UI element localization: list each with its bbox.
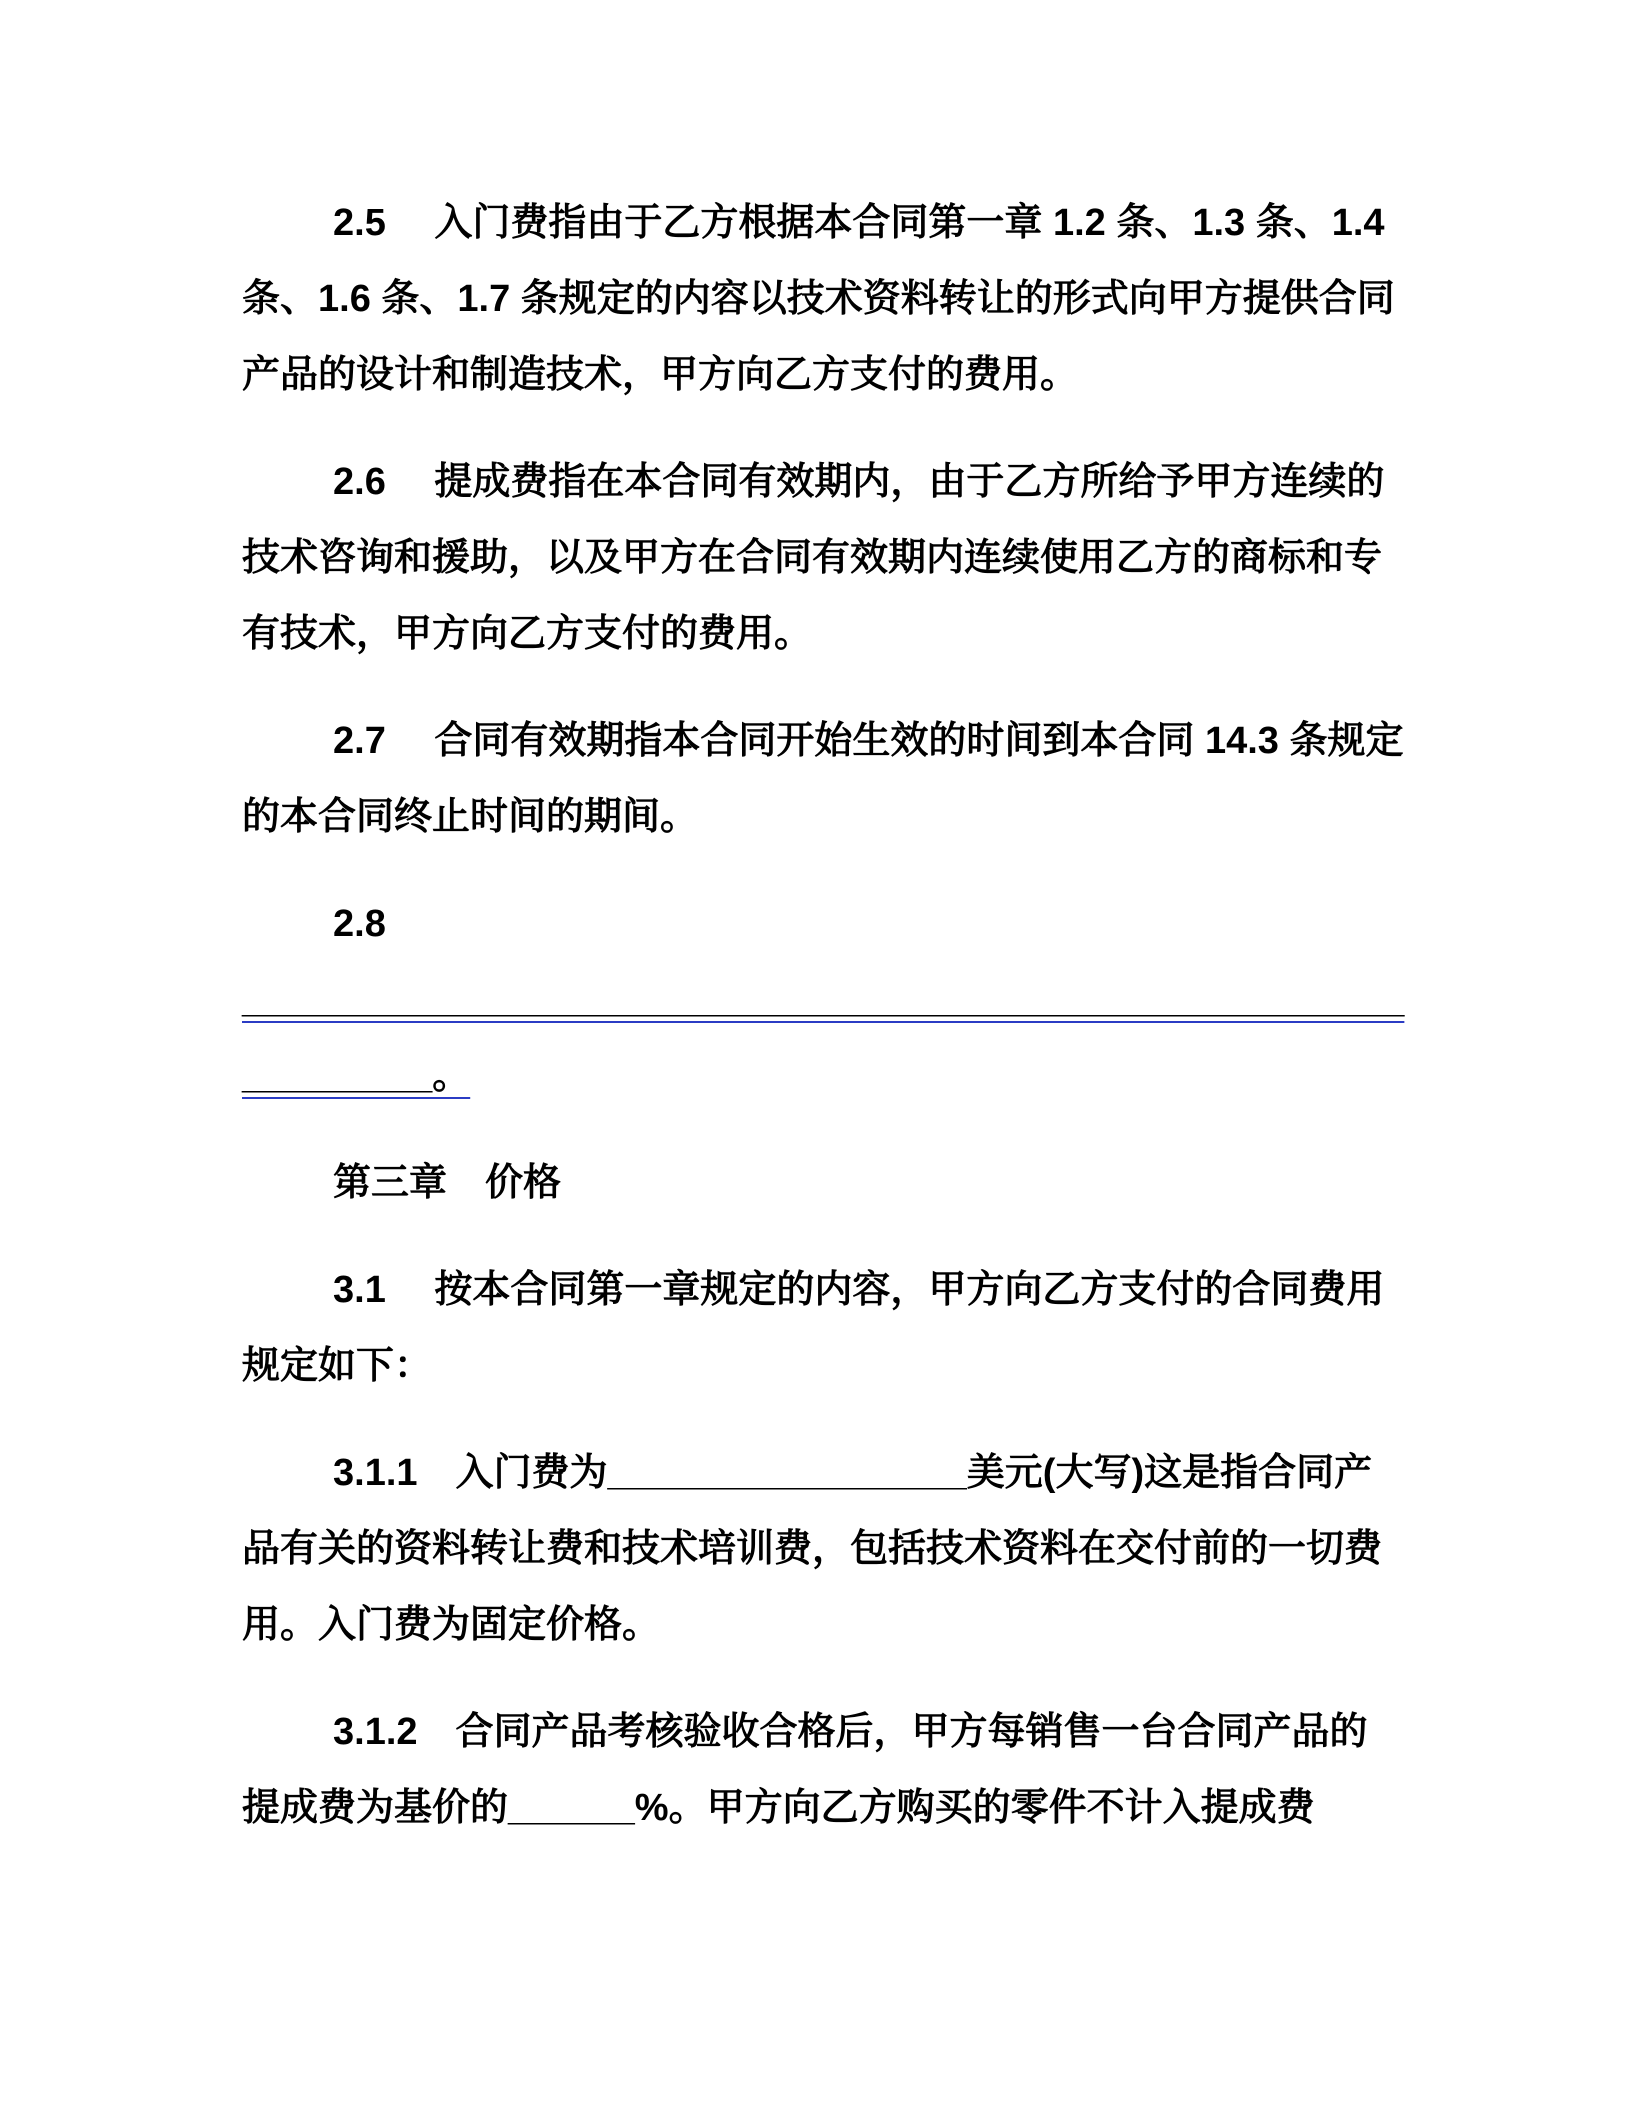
text-line: 2.5 入门费指由于乙方根据本合同第一章 1.2 条、1.3 条、1.4 — [333, 202, 1385, 244]
text-line: 3.1.1 入门费为_________________美元(大写)这是指合同产 — [333, 1452, 1373, 1494]
clause-3-1-paragraph — [242, 1252, 1442, 1404]
text-line: 品有关的资料转让费和技术培训费，包括技术资料在交付前的一切费 — [242, 1528, 1383, 1570]
text-line: 技术咨询和援助，以及甲方在合同有效期内连续使用乙方的商标和专 — [242, 537, 1383, 579]
text-line: _________。 — [242, 1055, 471, 1097]
clause-2-8-paragraph — [242, 886, 1442, 1114]
clause-2-7-paragraph — [242, 703, 1442, 855]
text-line: 产品的设计和制造技术，甲方向乙方支付的费用。 — [242, 354, 1079, 396]
clause-3-1-1-paragraph — [242, 1435, 1442, 1663]
text-line: 3.1 按本合同第一章规定的内容，甲方向乙方支付的合同费用 — [333, 1269, 1385, 1311]
chapter-3-heading — [242, 1145, 1442, 1221]
text-line: 第三章 价格 — [333, 1162, 562, 1204]
text-line: 2.7 合同有效期指本合同开始生效的时间到本合同 14.3 条规定 — [333, 720, 1404, 762]
text-line: 用。入门费为固定价格。 — [242, 1604, 661, 1646]
text-line: 的本合同终止时间的期间。 — [242, 796, 699, 838]
text-line: 2.8 — [333, 903, 386, 945]
text-line: 条、1.6 条、1.7 条规定的内容以技术资料转让的形式向甲方提供合同 — [242, 278, 1395, 320]
text-line: 有技术，甲方向乙方支付的费用。 — [242, 613, 813, 655]
text-line: 3.1.2 合同产品考核验收合格后，甲方每销售一台合同产品的 — [333, 1711, 1368, 1753]
clause-2-5-paragraph — [242, 185, 1442, 413]
clause-3-1-2-paragraph — [242, 1694, 1442, 1846]
clause-2-6-paragraph — [242, 444, 1442, 672]
text-line: 提成费为基价的______%。甲方向乙方购买的零件不计入提成费 — [242, 1787, 1315, 1829]
text-line: _______________________________________________________ — [242, 979, 1405, 1021]
text-line: 规定如下： — [242, 1345, 433, 1387]
text-line: 2.6 提成费指在本合同有效期内，由于乙方所给予甲方连续的 — [333, 461, 1385, 503]
